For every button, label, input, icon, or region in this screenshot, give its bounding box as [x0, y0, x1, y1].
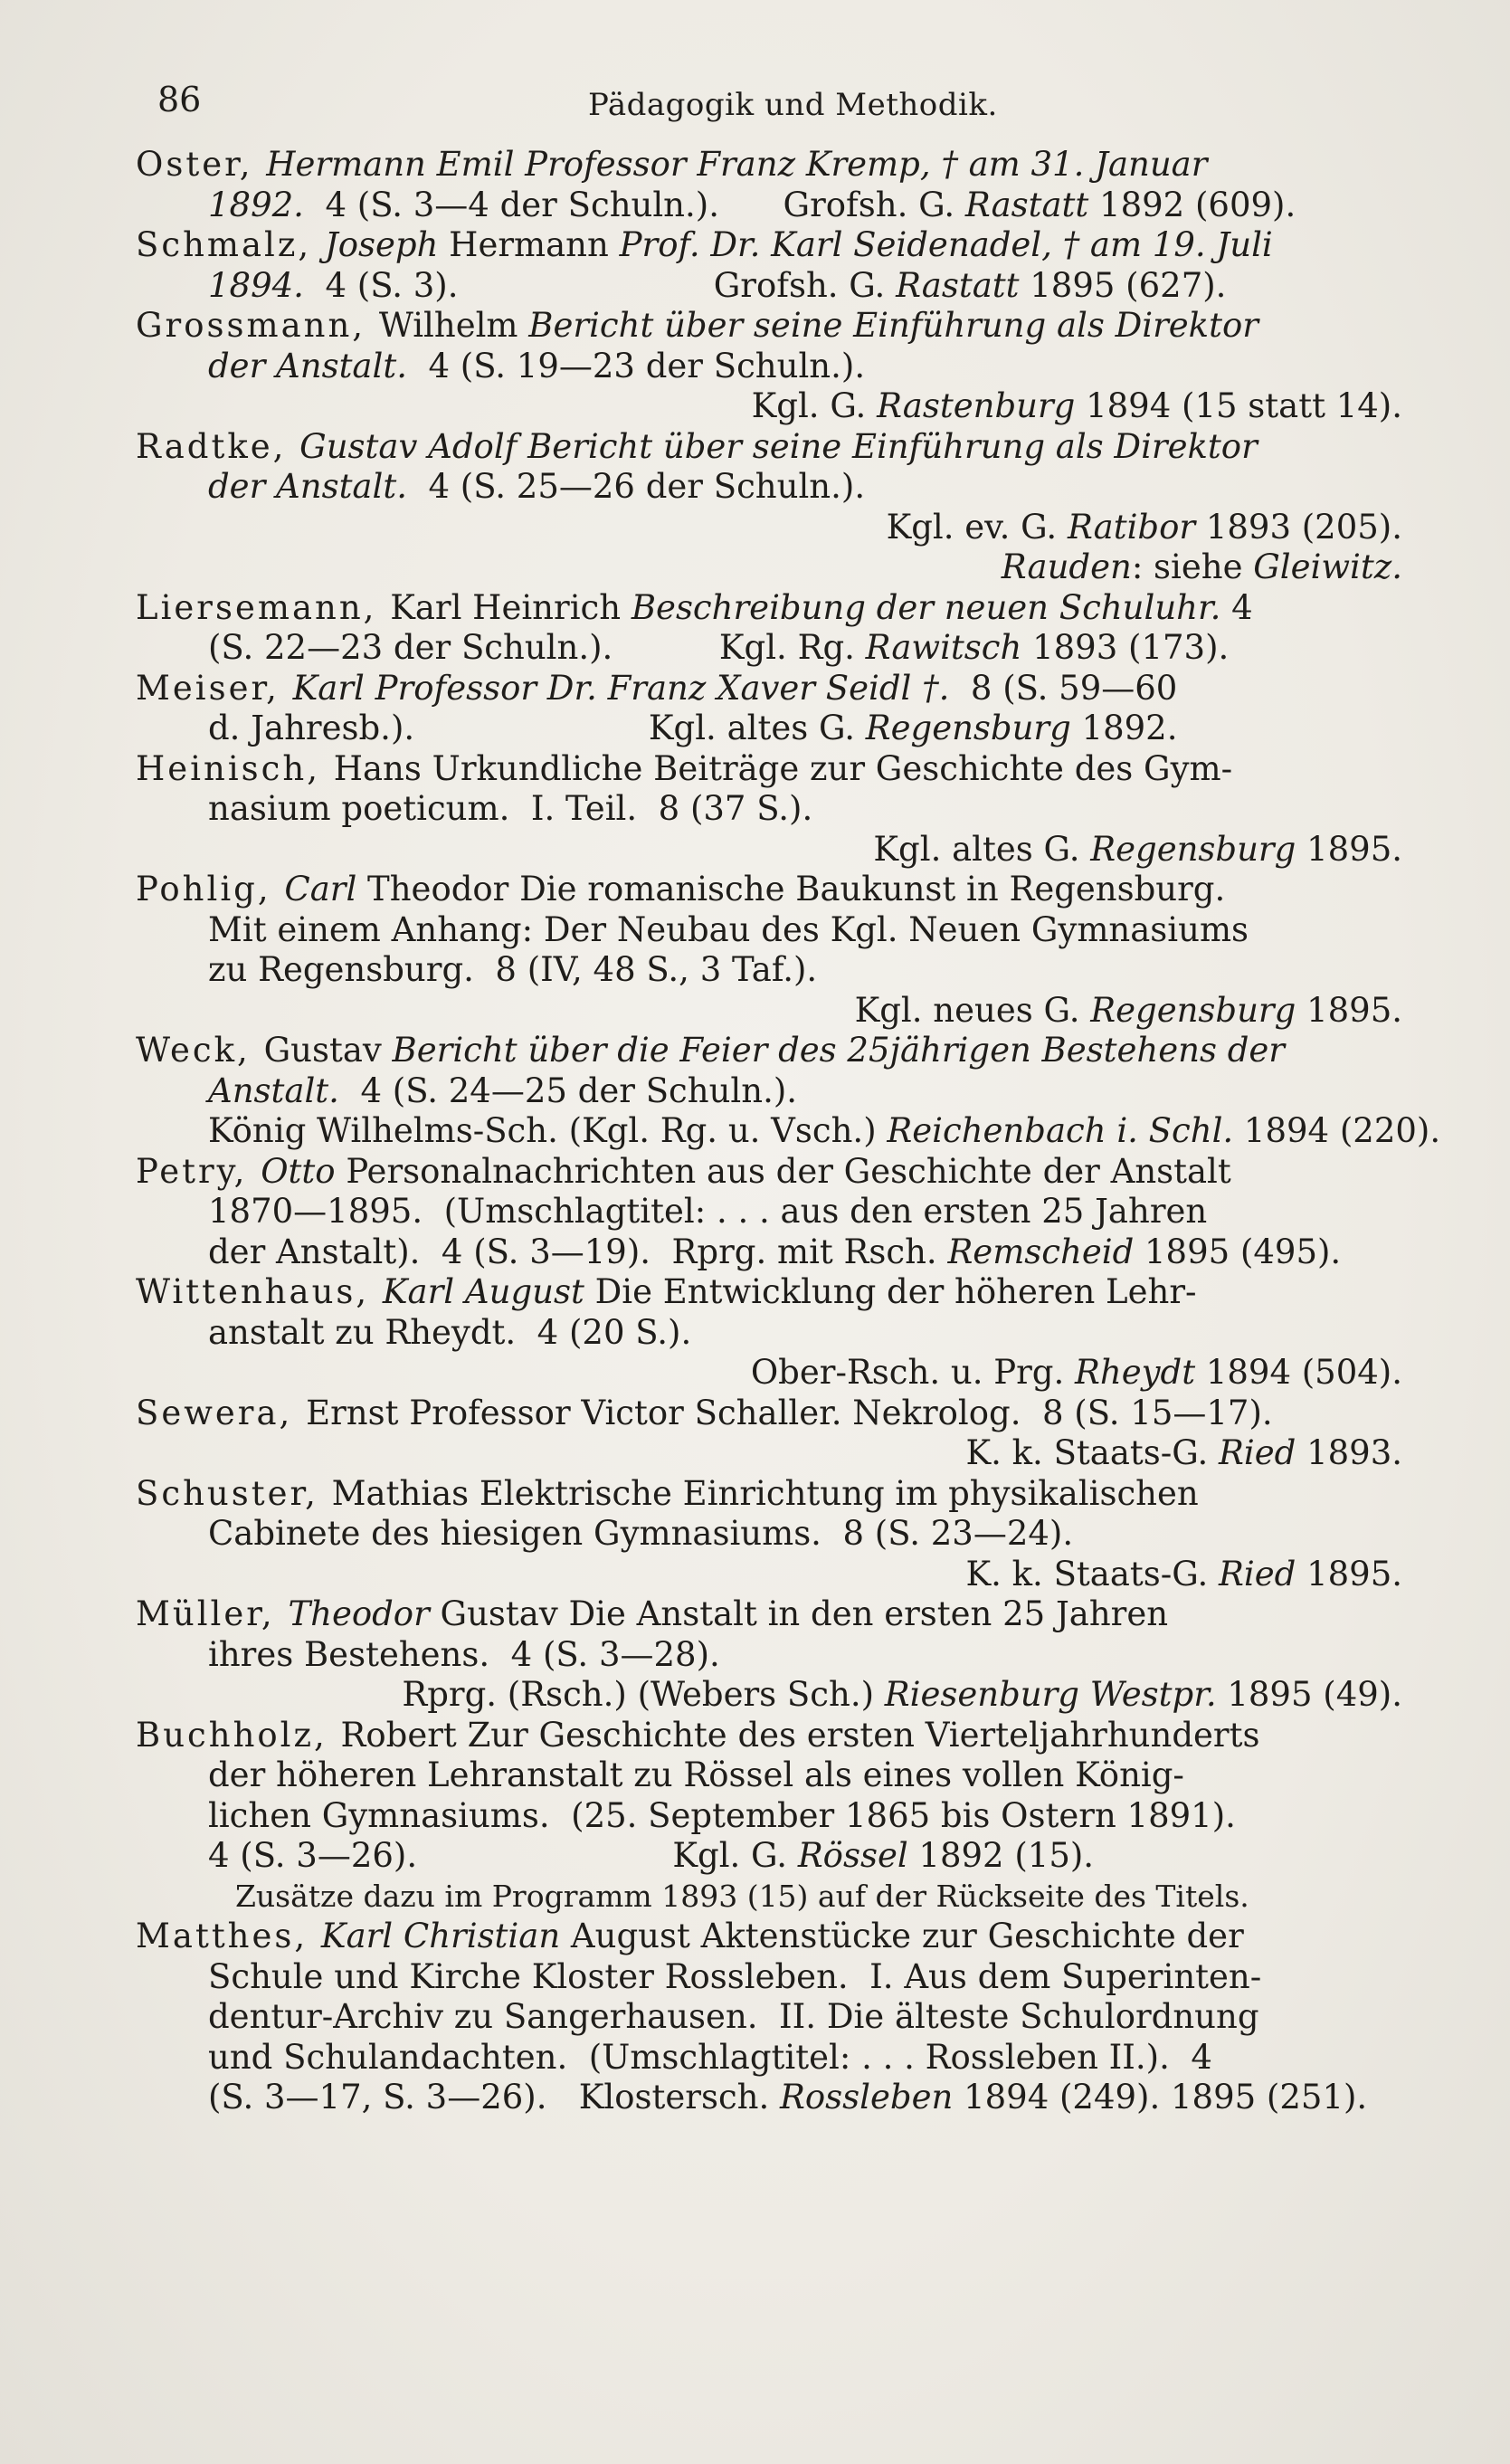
- entry-text: und Schulandachten. (Umschlagtitel: . . . Rossleben II.). 4: [208, 2037, 1212, 2077]
- entry-first-line: [136, 588, 1402, 629]
- entry-text: König Wilhelms-Sch. (Kgl. Rg. u. Vsch.): [208, 1111, 888, 1150]
- entry-first-line: [136, 1917, 1402, 1957]
- entry-text: 8 (S. 59—60: [949, 668, 1178, 708]
- entry-location-line: [136, 1675, 1402, 1716]
- entry-first-line: [136, 306, 1402, 347]
- entry-text: Kgl. neues G.: [854, 990, 1091, 1030]
- entry-text: lichen Gymnasiums. (25. September 1865 bis Ostern 1891).: [208, 1795, 1236, 1835]
- entry-text: August Aktenstücke zur Geschichte der: [560, 1917, 1244, 1955]
- entry-first-line: [136, 870, 1402, 910]
- running-head: Pädagogik und Methodik.: [588, 87, 998, 123]
- entry-text: 1894 (249). 1895 (251).: [953, 2078, 1368, 2117]
- entry-text: Kgl. ev. G.: [886, 507, 1068, 547]
- author-surname: Wittenhaus,: [136, 1272, 383, 1311]
- author-surname: Radtke,: [136, 426, 300, 466]
- entry-text: 1870—1895. (Umschlagtitel: . . . aus den ersten 25 Jahren: [208, 1192, 1208, 1231]
- entry-line: [136, 1755, 1402, 1796]
- entry-line: [136, 1796, 1402, 1837]
- entry-text: 1895.: [1296, 990, 1402, 1030]
- italic-text: Beschreibung der neuen Schuluhr.: [631, 587, 1221, 627]
- italic-text: der Anstalt.: [208, 346, 407, 385]
- italic-text: Riesenburg Westpr.: [884, 1675, 1217, 1714]
- italic-text: Otto: [261, 1151, 336, 1191]
- entry-text: 1895.: [1296, 1554, 1402, 1594]
- italic-text: Karl August: [382, 1272, 584, 1311]
- author-surname: Schuster,: [136, 1473, 332, 1513]
- entry-location-line: [136, 386, 1402, 427]
- entry-line: [136, 1997, 1402, 2038]
- entry-text: 4 (S. 19—23 der Schuln.).: [406, 346, 866, 385]
- entry-text: Gustav: [263, 1031, 393, 1070]
- italic-text: Theodor: [288, 1594, 430, 1633]
- entry-first-line: [136, 427, 1402, 468]
- entry-text: 4: [1220, 587, 1253, 627]
- entry-text: Hermann: [438, 225, 620, 264]
- entry-first-line: [136, 749, 1402, 790]
- entry-text: 4 (S. 3—4 der Schuln.). Grofsh. G.: [303, 185, 965, 224]
- entry-text: Robert Zur Geschichte des ersten Vierteljahrhunderts: [340, 1715, 1260, 1755]
- entry-location-line: [136, 1555, 1402, 1595]
- entry-line: [136, 2038, 1402, 2079]
- entry-text: Rprg. (Rsch.) (Webers Sch.): [402, 1675, 885, 1714]
- italic-text: Hermann Emil Professor Franz Kremp, † am 31. Januar: [266, 145, 1208, 184]
- author-surname: Müller,: [136, 1594, 289, 1633]
- italic-text: Prof. Dr. Karl Seidenadel, † am 19. Juli: [619, 225, 1273, 264]
- entry-line: [136, 709, 1402, 749]
- entry-text: 1892 (609).: [1088, 185, 1296, 224]
- italic-text: Rauden: [1001, 547, 1132, 586]
- entry-text: anstalt zu Rheydt. 4 (20 S.).: [208, 1312, 692, 1352]
- entry-location-line: [136, 830, 1402, 870]
- entry-line: [136, 2078, 1402, 2118]
- entry-line: [136, 1192, 1402, 1232]
- entry-text: Karl Heinrich: [390, 587, 632, 627]
- entry-text: Mit einem Anhang: Der Neubau des Kgl. Neuen Gymnasiums: [208, 909, 1249, 949]
- italic-text: Remscheid: [947, 1232, 1135, 1271]
- entry-first-line: [136, 1272, 1402, 1313]
- italic-text: Rawitsch: [865, 628, 1022, 667]
- italic-text: Carl: [284, 870, 357, 909]
- entry-text: K. k. Staats-G.: [965, 1433, 1220, 1472]
- entry-line: [136, 1514, 1402, 1555]
- page-number: 86: [157, 80, 202, 119]
- italic-text: Joseph: [324, 225, 439, 264]
- entry-text: Mathias Elektrische Einrichtung im physikalischen: [331, 1473, 1199, 1513]
- bibliography-entries: [136, 145, 1441, 2118]
- entry-line: [136, 347, 1402, 387]
- entry-first-line: [136, 1394, 1402, 1434]
- entry-line: [136, 950, 1402, 991]
- entry-line: [136, 628, 1402, 669]
- entry-text: Wilhelm: [378, 306, 529, 345]
- entry-text: Kgl. altes G.: [873, 829, 1091, 869]
- entry-text: 1894 (220).: [1233, 1111, 1441, 1150]
- entry-text: Theodor Die romanische Baukunst in Regensburg.: [356, 870, 1226, 909]
- entry-first-line: [136, 1031, 1402, 1071]
- author-surname: Buchholz,: [136, 1715, 341, 1755]
- entry-first-line: [136, 225, 1402, 266]
- entry-location-line: [136, 508, 1402, 548]
- entry-text: K. k. Staats-G.: [965, 1554, 1220, 1594]
- entry-text: Schule und Kirche Kloster Rossleben. I. Aus dem Superinten-: [208, 1956, 1262, 1996]
- entry-text: 4 (S. 3—26). Kgl. G.: [208, 1836, 798, 1875]
- entry-text: 4 (S. 24—25 der Schuln.).: [338, 1070, 798, 1110]
- entry-first-line: [136, 145, 1402, 186]
- entry-text: dentur-Archiv zu Sangerhausen. II. Die älteste Schulordnung: [208, 1997, 1259, 2036]
- entry-text: (S. 3—17, S. 3—26). Klostersch.: [208, 2078, 781, 2117]
- entry-text: 1893.: [1296, 1433, 1402, 1472]
- italic-text: Rossleben: [780, 2078, 954, 2117]
- entry-line: [136, 1313, 1402, 1354]
- entry-first-line: [136, 1474, 1402, 1515]
- italic-text: Regensburg: [1090, 990, 1296, 1030]
- entry-location-line: [136, 1353, 1402, 1394]
- italic-text: Bericht über die Feier des 25jährigen Bestehens der: [392, 1031, 1285, 1070]
- entry-text: 1895 (495).: [1134, 1232, 1342, 1271]
- entry-line: [136, 1071, 1402, 1112]
- entry-text: 1892.: [1070, 709, 1178, 747]
- italic-text: Regensburg: [1090, 829, 1296, 869]
- entry-line: [136, 1111, 1441, 1152]
- italic-text: Rastenburg: [877, 386, 1076, 425]
- entry-line: [136, 467, 1402, 508]
- italic-text: Bericht über seine Einführung als Direktor: [528, 306, 1258, 345]
- entry-text: : siehe: [1131, 547, 1254, 586]
- entry-location-line: [136, 991, 1402, 1032]
- entry-location-line: [136, 547, 1402, 588]
- entry-text: der höheren Lehranstalt zu Rössel als eines vollen König-: [208, 1755, 1184, 1794]
- author-surname: Pohlig,: [136, 870, 285, 909]
- entry-line: [136, 266, 1402, 307]
- entry-first-line: [136, 1594, 1402, 1635]
- entry-text: 1894 (15 statt 14).: [1075, 386, 1402, 425]
- author-surname: Grossmann,: [136, 306, 379, 345]
- italic-text: der Anstalt.: [208, 467, 407, 506]
- author-surname: Sewera,: [136, 1393, 307, 1432]
- italic-text: Karl Professor Dr. Franz Xaver Seidl †.: [292, 668, 950, 708]
- italic-text: Rössel: [797, 1836, 908, 1875]
- italic-text: Regensburg: [865, 709, 1071, 747]
- entry-text: Ober-Rsch. u. Prg.: [750, 1353, 1076, 1392]
- entry-line: [136, 186, 1402, 226]
- entry-line: [136, 910, 1402, 951]
- entry-text: 1894 (504).: [1195, 1353, 1402, 1392]
- entry-line: [136, 1836, 1402, 1877]
- entry-text: nasium poeticum. I. Teil. 8 (37 S.).: [208, 789, 813, 828]
- entry-text: (S. 22—23 der Schuln.). Kgl. Rg.: [208, 628, 866, 667]
- entry-text: Gustav Die Anstalt in den ersten 25 Jahren: [429, 1594, 1169, 1633]
- author-surname: Liersemann,: [136, 587, 391, 627]
- author-surname: Schmalz,: [136, 225, 325, 264]
- entry-text: 4 (S. 25—26 der Schuln.).: [406, 467, 866, 506]
- author-surname: Heinisch,: [136, 748, 334, 788]
- italic-text: Ratibor: [1067, 507, 1196, 547]
- entry-text: 1893 (173).: [1021, 628, 1230, 667]
- italic-text: Anstalt.: [208, 1070, 339, 1110]
- entry-text: 1895.: [1296, 829, 1402, 869]
- italic-text: Reichenbach i. Schl.: [887, 1111, 1234, 1150]
- italic-text: Rheydt: [1075, 1353, 1196, 1392]
- entry-first-line: [136, 669, 1402, 709]
- entry-text: 1893 (205).: [1195, 507, 1402, 547]
- entry-text: Die Entwicklung der höheren Lehr-: [584, 1272, 1197, 1311]
- author-surname: Matthes,: [136, 1917, 321, 1955]
- italic-text: Rastatt: [964, 185, 1089, 224]
- entry-line: [136, 789, 1402, 830]
- entry-text: 1895 (49).: [1216, 1675, 1402, 1714]
- italic-text: Gleiwitz.: [1253, 547, 1402, 586]
- author-surname: Oster,: [136, 145, 267, 184]
- italic-text: Karl Christian: [320, 1917, 561, 1955]
- entry-text: Cabinete des hiesigen Gymnasiums. 8 (S. 23—24).: [208, 1514, 1074, 1553]
- italic-text: Gustav Adolf Bericht über seine Einführung als Direktor: [299, 426, 1258, 466]
- entry-text: Kgl. G.: [751, 386, 878, 425]
- entry-location-line: [136, 1433, 1402, 1474]
- entry-text: Personalnachrichten aus der Geschichte der Anstalt: [335, 1151, 1231, 1191]
- italic-text: Rastatt: [896, 265, 1020, 305]
- entry-text: zu Regensburg. 8 (IV, 48 S., 3 Taf.).: [208, 950, 818, 989]
- entry-text: ihres Bestehens. 4 (S. 3—28).: [208, 1634, 720, 1674]
- entry-line: [136, 1232, 1402, 1273]
- entry-text: der Anstalt). 4 (S. 3—19). Rprg. mit Rsch.: [208, 1232, 948, 1271]
- entry-text: 1892 (15).: [907, 1836, 1095, 1875]
- italic-text: Ried: [1219, 1554, 1296, 1594]
- entry-line: [136, 1877, 1402, 1917]
- entry-line: [136, 1635, 1402, 1676]
- author-surname: Meiser,: [136, 668, 293, 708]
- entry-text: 1895 (627).: [1019, 265, 1227, 305]
- entry-text: 4 (S. 3). Grofsh. G.: [303, 265, 897, 305]
- author-surname: Weck,: [136, 1031, 264, 1070]
- italic-text: 1892.: [208, 185, 304, 224]
- italic-text: 1894.: [208, 265, 304, 305]
- italic-text: Ried: [1219, 1433, 1296, 1472]
- entry-text: Ernst Professor Victor Schaller. Nekrolog. 8 (S. 15—17).: [306, 1393, 1273, 1432]
- entry-line: [136, 1957, 1402, 1998]
- author-surname: Petry,: [136, 1151, 261, 1191]
- entry-first-line: [136, 1716, 1402, 1756]
- entry-first-line: [136, 1152, 1402, 1193]
- entry-text: Hans Urkundliche Beiträge zur Geschichte des Gym-: [333, 748, 1233, 788]
- entry-text: Zusätze dazu im Programm 1893 (15) auf der Rückseite des Titels.: [235, 1878, 1249, 1914]
- entry-text: d. Jahresb.). Kgl. altes G.: [208, 709, 866, 747]
